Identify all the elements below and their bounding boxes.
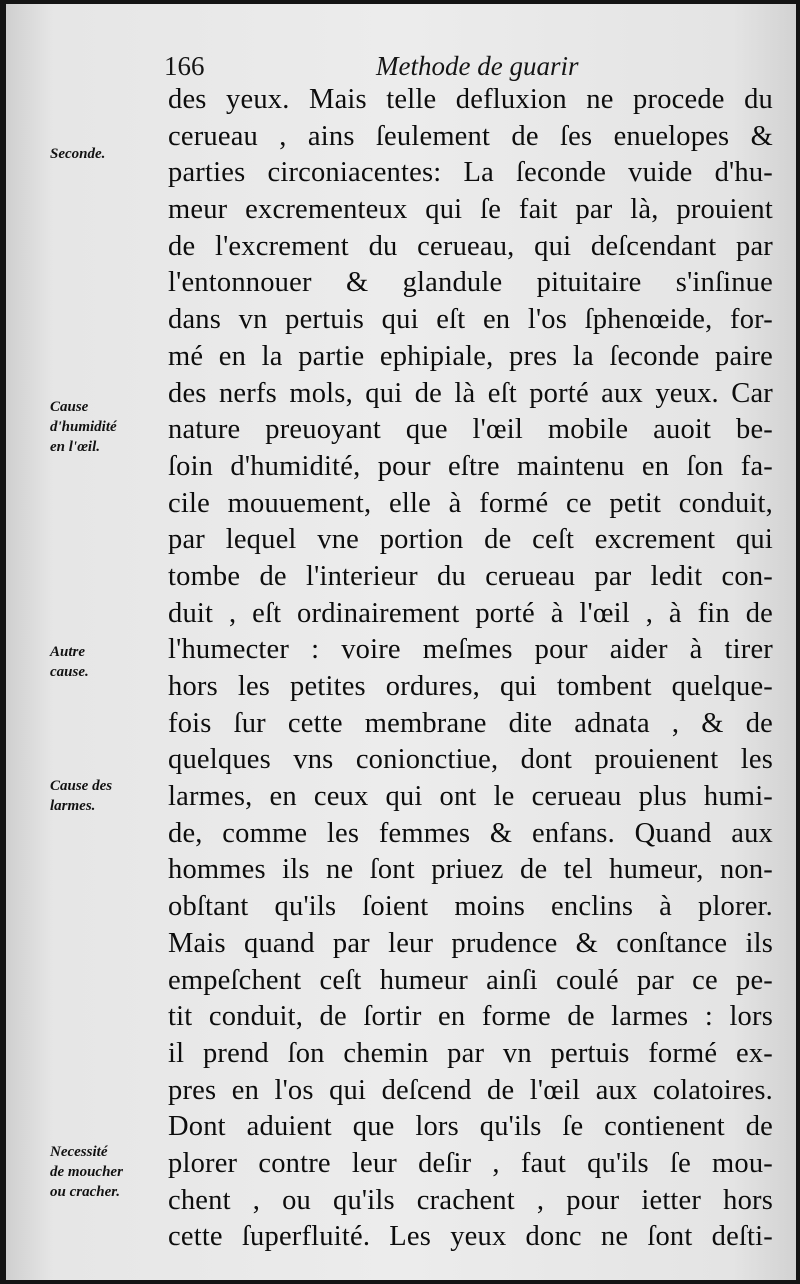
text-line: l'entonnouer & glandule pituitaire s'inſinue xyxy=(168,267,773,299)
text-line: larmes, en ceux qui ont le cerueau plus humi- xyxy=(168,781,773,813)
text-line: parties circoniacentes: La ſeconde vuide d'hu- xyxy=(168,157,773,189)
margin-note-line: Autre xyxy=(50,644,86,660)
text-line: plorer contre leur deſir , faut qu'ils ſe mou- xyxy=(168,1147,773,1179)
text-line: meur excrementeux qui ſe fait par là, prouient xyxy=(168,194,773,226)
margin-note-line: de moucher xyxy=(50,1164,123,1180)
running-head xyxy=(6,46,796,86)
margin-note-line: Necessité xyxy=(50,1144,108,1160)
margin-note-line: d'humidité xyxy=(50,419,117,435)
margin-note-necessite xyxy=(50,1142,165,1202)
page-number: 166 xyxy=(164,51,205,81)
margin-note-line: larmes. xyxy=(50,798,96,814)
margin-note-autre-cause xyxy=(50,642,165,682)
margin-note-line: cause. xyxy=(50,664,89,680)
text-line: ſoin d'humidité, pour eſtre maintenu en ſon fa- xyxy=(168,450,773,482)
text-line: quelques vns conionctiue, dont prouienent les xyxy=(168,744,773,776)
text-line: nature preuoyant que l'œil mobile auoit be- xyxy=(168,414,773,446)
text-line: des nerfs mols, qui de là eſt porté aux yeux. Car xyxy=(168,377,773,409)
margin-note-cause-larmes xyxy=(50,776,165,816)
book-page xyxy=(6,4,796,1280)
margin-note-line: Cause xyxy=(50,399,89,415)
text-line: tombe de l'interieur du cerueau par ledit con- xyxy=(168,560,773,592)
text-line: il prend ſon chemin par vn pertuis formé ex- xyxy=(168,1037,773,1069)
text-line: hors les petites ordures, qui tombent quelque- xyxy=(168,671,773,702)
margin-note-seconde xyxy=(50,144,165,164)
text-line: par lequel vne portion de ceſt excrement qui xyxy=(168,524,773,556)
text-line: l'humecter : voire meſmes pour aider à tirer xyxy=(168,634,773,666)
text-line: empeſchent ceſt humeur ainſi coulé par ce pe- xyxy=(168,964,773,996)
text-line: cile mouuement, elle à formé ce petit conduit, xyxy=(168,487,773,519)
margin-note-cause-humidite xyxy=(50,397,165,457)
text-line: duit , eſt ordinairement porté à l'œil , à fin de xyxy=(168,597,773,629)
text-line: Mais quand par leur prudence & conſtance ils xyxy=(168,927,773,959)
margin-note-line: en l'œil. xyxy=(50,439,101,455)
text-line: de, comme les femmes & enfans. Quand aux xyxy=(168,817,773,849)
text-line: hommes ils ne ſont priuez de tel humeur, non- xyxy=(168,854,773,886)
text-line: dans vn pertuis qui eſt en l'os ſphenœide, for- xyxy=(168,304,773,336)
text-line: chent , ou qu'ils crachent , pour ietter hors xyxy=(168,1184,773,1216)
text-line: de l'excrement du cerueau, qui deſcendant par xyxy=(168,230,773,262)
body-text xyxy=(168,82,773,1256)
text-line: pres en l'os qui deſcend de l'œil aux colatoires. xyxy=(168,1074,773,1106)
margin-note-line: Cause des xyxy=(50,778,113,794)
text-line: obſtant qu'ils ſoient moins enclins à plorer. xyxy=(168,891,773,923)
margin-note-line: Seconde. xyxy=(50,146,106,162)
running-title: Methode de guarir xyxy=(376,51,579,81)
text-line: tit conduit, de ſortir en forme de larmes : lors xyxy=(168,1001,773,1033)
text-line: cette ſuperfluité. Les yeux donc ne ſont deſti- xyxy=(168,1221,773,1253)
text-line: mé en la partie ephipiale, pres la ſeconde paire xyxy=(168,340,773,372)
text-line: fois ſur cette membrane dite adnata , & de xyxy=(168,707,773,739)
margin-note-line: ou cracher. xyxy=(50,1184,121,1200)
text-line: cerueau , ains ſeulement de ſes enuelopes & xyxy=(168,120,773,152)
text-line: Dont aduient que lors qu'ils ſe contienent de xyxy=(168,1111,773,1143)
text-line: des yeux. Mais telle defluxion ne procede du xyxy=(168,84,773,115)
